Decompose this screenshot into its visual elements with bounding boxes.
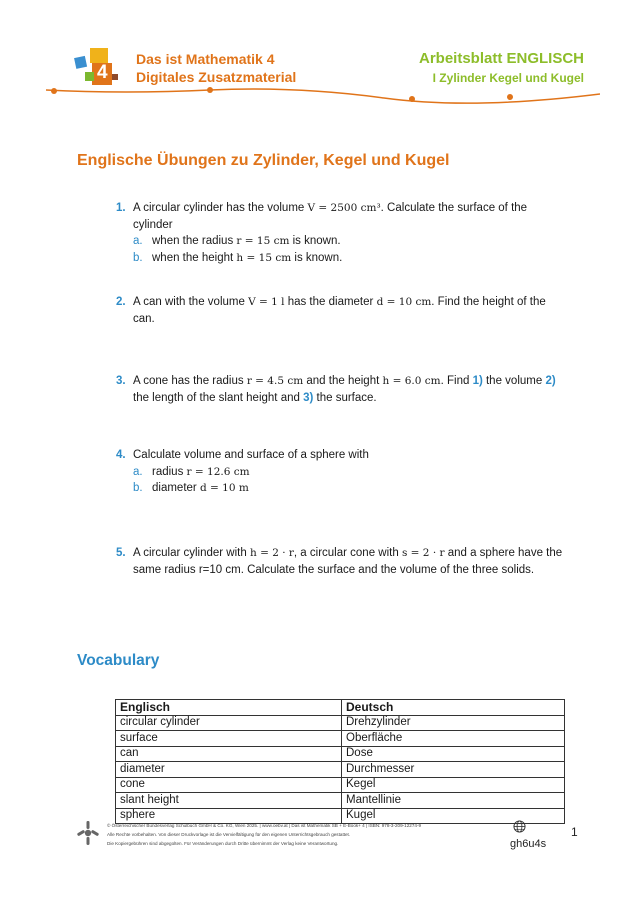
english-term: diameter bbox=[116, 762, 342, 778]
table-header-row bbox=[116, 700, 565, 716]
math-expression: r = 12.6 cm bbox=[186, 465, 250, 478]
math-expression: r = 15 cm bbox=[236, 235, 290, 247]
header-divider bbox=[44, 84, 600, 106]
page-number: 1 bbox=[571, 825, 578, 839]
math-expression: s = 2 · r bbox=[401, 547, 445, 559]
subtask-a: a. when the radius r = 15 cm is known. bbox=[133, 235, 341, 247]
math-expression: d = 10 cm bbox=[376, 296, 432, 308]
vocabulary-table bbox=[115, 699, 565, 824]
table-row bbox=[116, 762, 565, 778]
task-text: Calculate volume and surface of a sphere with bbox=[133, 449, 369, 461]
table-row bbox=[116, 715, 565, 731]
table-row bbox=[116, 793, 565, 809]
english-term: can bbox=[116, 746, 342, 762]
german-term: Mantellinie bbox=[342, 793, 565, 809]
subtask-b: b. when the height h = 15 cm is known. bbox=[133, 251, 343, 264]
english-term: slant height bbox=[116, 793, 342, 809]
task-number: 4. bbox=[116, 449, 126, 461]
copyright-line: © Österreichischer Bundesverlag Schulbuch GmbH & Co. KG, Wien 2025. | www.oebv.at | Das ist Mathematik SB + E-Book+ 4 | ISBN: 978-3-209-12274-9 bbox=[107, 823, 422, 828]
german-term: Durchmesser bbox=[342, 762, 565, 778]
table-row bbox=[116, 777, 565, 793]
german-term: Dose bbox=[342, 746, 565, 762]
task-number: 3. bbox=[116, 375, 126, 387]
table-row bbox=[116, 731, 565, 747]
task-text: A circular cylinder has the volume V = 2500 cm³. Calculate the surface of the cylinder bbox=[133, 202, 528, 231]
math-expression: V = 1 l bbox=[248, 296, 285, 308]
task-1 bbox=[116, 200, 566, 266]
german-term: Drehzylinder bbox=[342, 715, 565, 731]
subtask-b: b. diameter d = 10 m bbox=[133, 482, 249, 494]
table-row bbox=[116, 746, 565, 762]
globe-icon[interactable] bbox=[513, 820, 526, 833]
task-number: 5. bbox=[116, 547, 126, 559]
task-number: 2. bbox=[116, 296, 126, 308]
english-term: cone bbox=[116, 777, 342, 793]
task-text: A cone has the radius r = 4.5 cm and the height h = 6.0 cm. Find 1) the volume 2) the length of the slant height and 3) the surface. bbox=[133, 375, 556, 404]
vocabulary-title: Vocabulary bbox=[77, 652, 160, 669]
column-header: Deutsch bbox=[342, 700, 565, 716]
publisher-mark-icon bbox=[76, 820, 100, 846]
logo-digit: 4 bbox=[97, 62, 108, 83]
task-4 bbox=[116, 447, 566, 497]
english-term: surface bbox=[116, 731, 342, 747]
math-expression: h = 15 cm bbox=[236, 251, 292, 264]
task-3 bbox=[116, 373, 566, 406]
brand-title: Das ist Mathematik 4 bbox=[136, 51, 275, 67]
english-term: sphere bbox=[116, 808, 342, 824]
fees-line: Die Kopiergebühren sind abgegolten. Für Veränderungen durch Dritte übernimmt der Verlag keine Verantwortung. bbox=[107, 841, 339, 846]
rights-line: Alle Rechte vorbehalten. Von dieser Druckvorlage ist die Vervielfältigung für den eigenen Unterrichtsgebrauch gestattet. bbox=[107, 832, 351, 837]
brand-subtitle: Digitales Zusatzmaterial bbox=[136, 69, 297, 85]
task-number: 1. bbox=[116, 202, 126, 214]
sheet-title: Arbeitsblatt ENGLISCH bbox=[418, 50, 584, 67]
task-5 bbox=[116, 545, 566, 578]
math-expression: V = 2500 cm³ bbox=[307, 202, 381, 214]
math-expression: r = 4.5 cm bbox=[246, 375, 304, 387]
online-code[interactable]: gh6u4s bbox=[510, 838, 547, 850]
math-expression: h = 2 · r bbox=[249, 547, 294, 559]
german-term: Oberfläche bbox=[342, 731, 565, 747]
math-expression: d = 10 m bbox=[199, 482, 249, 494]
german-term: Kugel bbox=[342, 808, 565, 824]
english-term: circular cylinder bbox=[116, 715, 342, 731]
column-header: Englisch bbox=[116, 700, 342, 716]
task-text: A circular cylinder with h = 2 · r, a circular cone with s = 2 · r and a sphere have the same radius r=10 cm. Calculate the surface and the volume of the three solids. bbox=[133, 547, 563, 576]
german-term: Kegel bbox=[342, 777, 565, 793]
subtask-a: a. radius r = 12.6 cm bbox=[133, 465, 250, 478]
task-text: A can with the volume V = 1 l has the diameter d = 10 cm. Find the height of the can. bbox=[133, 296, 546, 325]
sheet-subtitle: I Zylinder Kegel und Kugel bbox=[432, 71, 584, 85]
task-2 bbox=[116, 294, 566, 327]
page-title: Englische Übungen zu Zylinder, Kegel und Kugel bbox=[77, 152, 450, 169]
math-expression: h = 6.0 cm bbox=[382, 375, 441, 387]
